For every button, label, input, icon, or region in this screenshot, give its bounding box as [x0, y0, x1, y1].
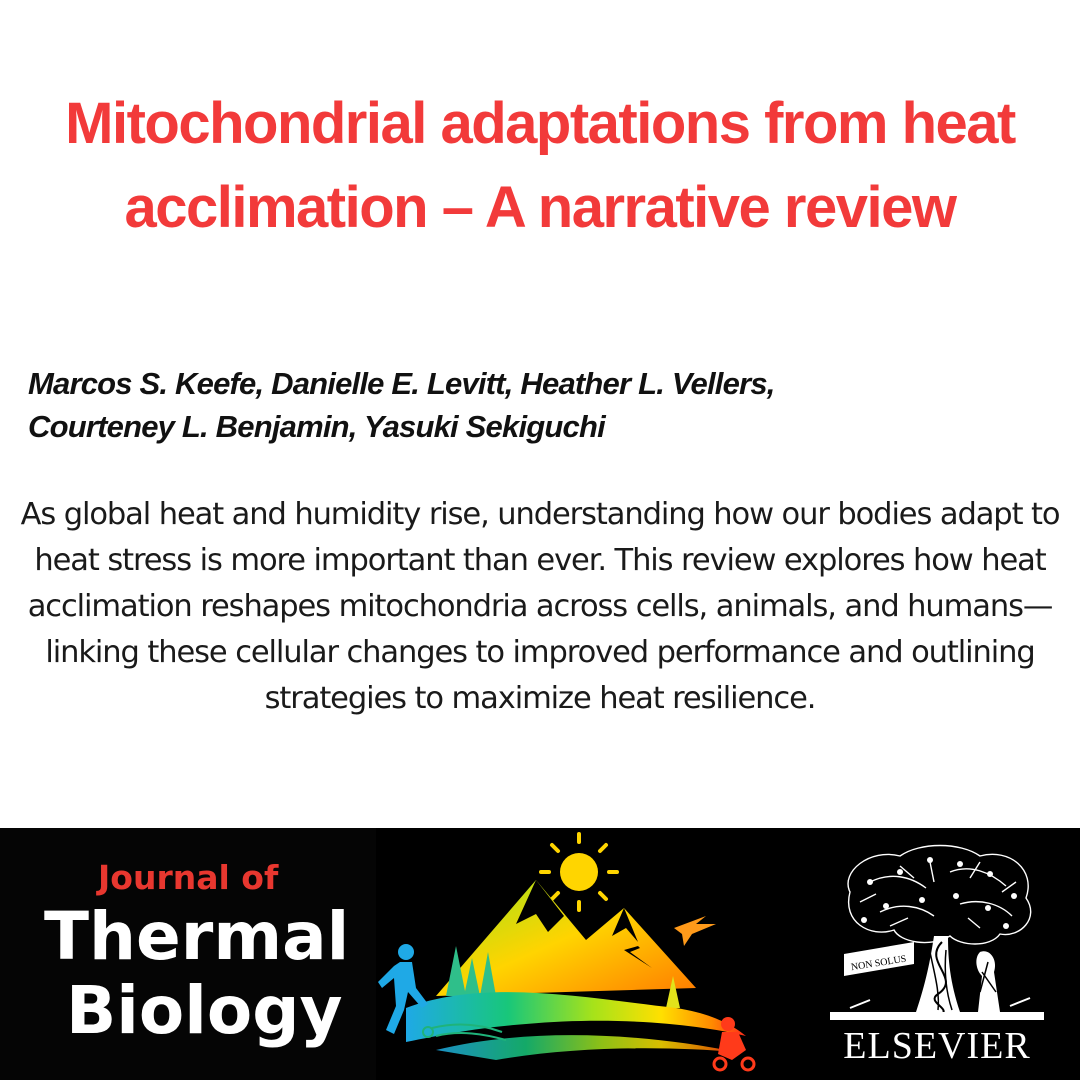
journal-title-block [0, 828, 376, 1080]
thermal-biology-landscape-icon [376, 828, 794, 1080]
publisher-logo [794, 828, 1080, 1080]
footer-banner [0, 828, 1080, 1080]
bird-icon [674, 916, 716, 946]
journal-name-line-2: Biology [66, 972, 343, 1049]
journal-prefix: Journal of [98, 858, 279, 897]
publisher-name: ELSEVIER [843, 1025, 1031, 1067]
journal-name [44, 900, 364, 1048]
journal-name-line-1: Thermal [44, 898, 350, 975]
wave-ribbon-icon [406, 992, 746, 1060]
sun-icon [541, 834, 617, 910]
logo-banner-text: NON SOLUS [850, 953, 908, 974]
author-line-1: Marcos S. Keefe, Danielle E. Levitt, Heather L. Vellers, [28, 366, 775, 401]
abstract-text: As global heat and humidity rise, understanding how our bodies adapt to heat stress is more important than ever. This review explores how heat acclimation reshapes mitochondria across cells, animals, and humans—linking these cellular changes to improved performance and outlining strategies to maximize heat resilience. [20, 497, 1060, 716]
author-line-2: Courteney L. Benjamin, Yasuki Sekiguchi [28, 409, 605, 444]
article-title: Mitochondrial adaptations from heat acclimation – A narrative review [65, 91, 1015, 240]
author-list [28, 362, 1058, 448]
elsevier-tree-logo-icon [830, 842, 1044, 1022]
